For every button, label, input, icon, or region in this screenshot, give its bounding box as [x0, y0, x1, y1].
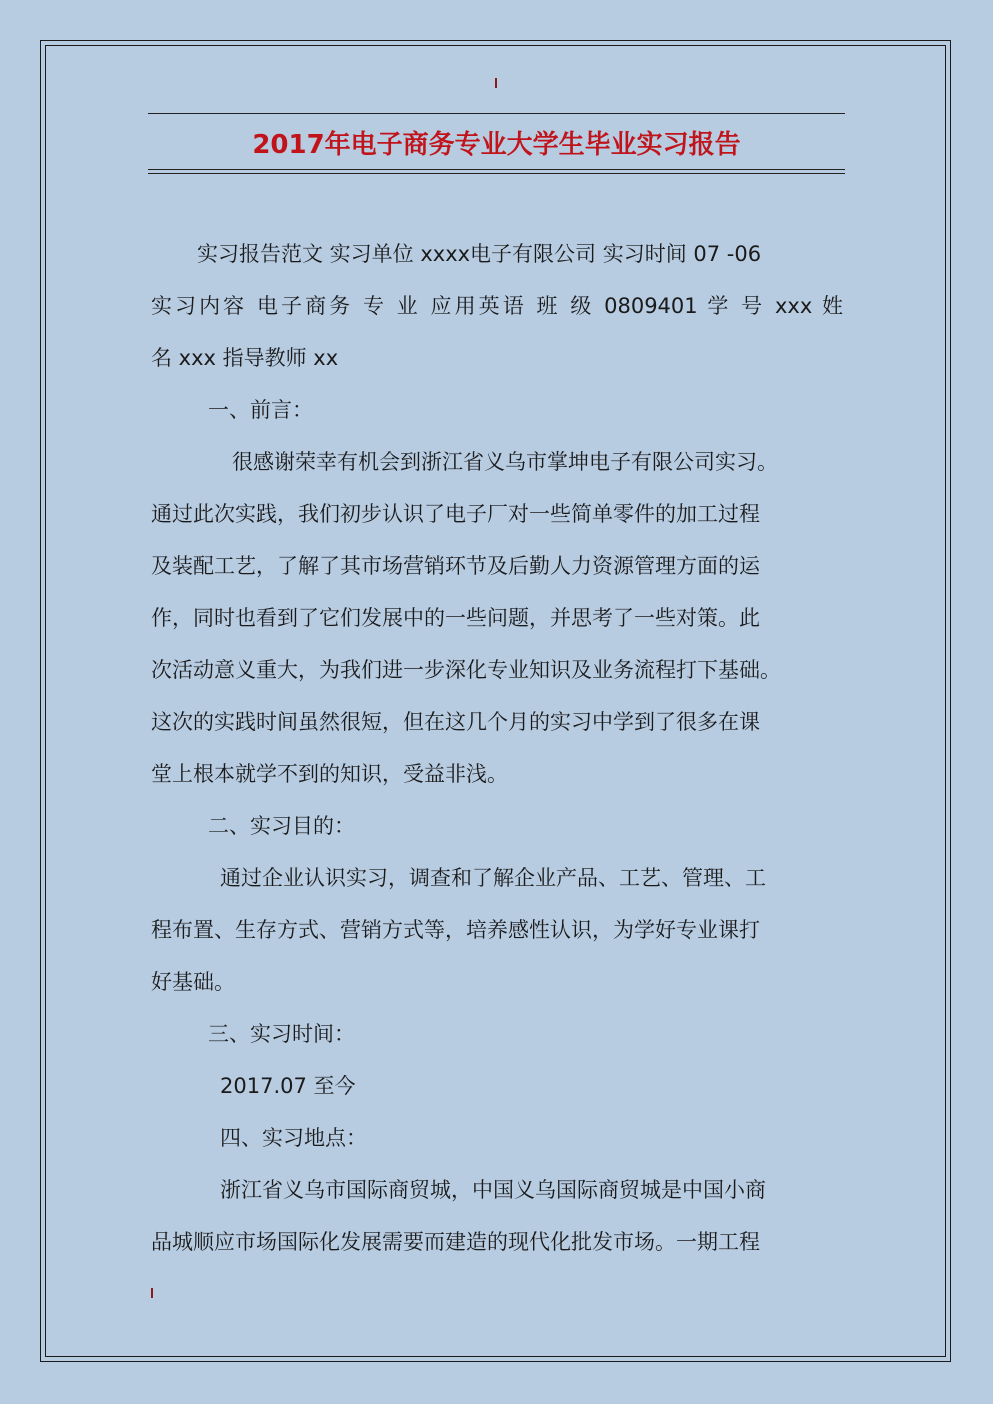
section-heading-2: 二、实习目的： [208, 814, 355, 838]
paragraph-line: 品城顺应市场国际化发展需要而建造的现代化批发市场。一期工程 [151, 1230, 760, 1254]
paragraph-line: 很感谢荣幸有机会到浙江省义乌市掌坤电子有限公司实习。 [232, 450, 778, 474]
paragraph-line: 好基础。 [151, 970, 235, 994]
footer-marker [151, 1288, 153, 1298]
section-heading-1: 一、前言： [208, 398, 313, 422]
section-heading-3: 三、实习时间： [208, 1022, 355, 1046]
paragraph-line: 堂上根本就学不到的知识，受益非浅。 [151, 762, 508, 786]
paragraph-line: 浙江省义乌市国际商贸城，中国义乌国际商贸城是中国小商 [220, 1178, 766, 1202]
info-line-2: 实习内容 电子商务 专 业 应用英语 班 级 0809401 学 号 xxx 姓 [151, 294, 843, 318]
title-rule-top [148, 113, 845, 114]
paragraph-line: 次活动意义重大，为我们进一步深化专业知识及业务流程打下基础。 [151, 658, 781, 682]
section-heading-4: 四、实习地点： [220, 1126, 367, 1150]
info-line-1: 实习报告范文 实习单位 xxxx电子有限公司 实习时间 07 -06 [197, 242, 762, 266]
paragraph-line: 程布置、生存方式、营销方式等，培养感性认识，为学好专业课打 [151, 918, 760, 942]
paragraph-line: 这次的实践时间虽然很短，但在这几个月的实习中学到了很多在课 [151, 710, 760, 734]
header-marker [495, 78, 497, 88]
paragraph-line: 通过企业认识实习，调查和了解企业产品、工艺、管理、工 [220, 866, 766, 890]
document-title: 2017年电子商务专业大学生毕业实习报告 [252, 130, 741, 160]
paragraph-line: 通过此次实践，我们初步认识了电子厂对一些简单零件的加工过程 [151, 502, 760, 526]
paragraph-line: 及装配工艺，了解了其市场营销环节及后勤人力资源管理方面的运 [151, 554, 760, 578]
title-rule-bottom [148, 169, 845, 170]
paragraph-line: 作，同时也看到了它们发展中的一些问题，并思考了一些对策。此 [151, 606, 760, 630]
info-line-3: 名 xxx 指导教师 xx [151, 346, 339, 370]
internship-date: 2017.07 至今 [220, 1074, 356, 1098]
title-rule-bottom-double [148, 173, 845, 174]
